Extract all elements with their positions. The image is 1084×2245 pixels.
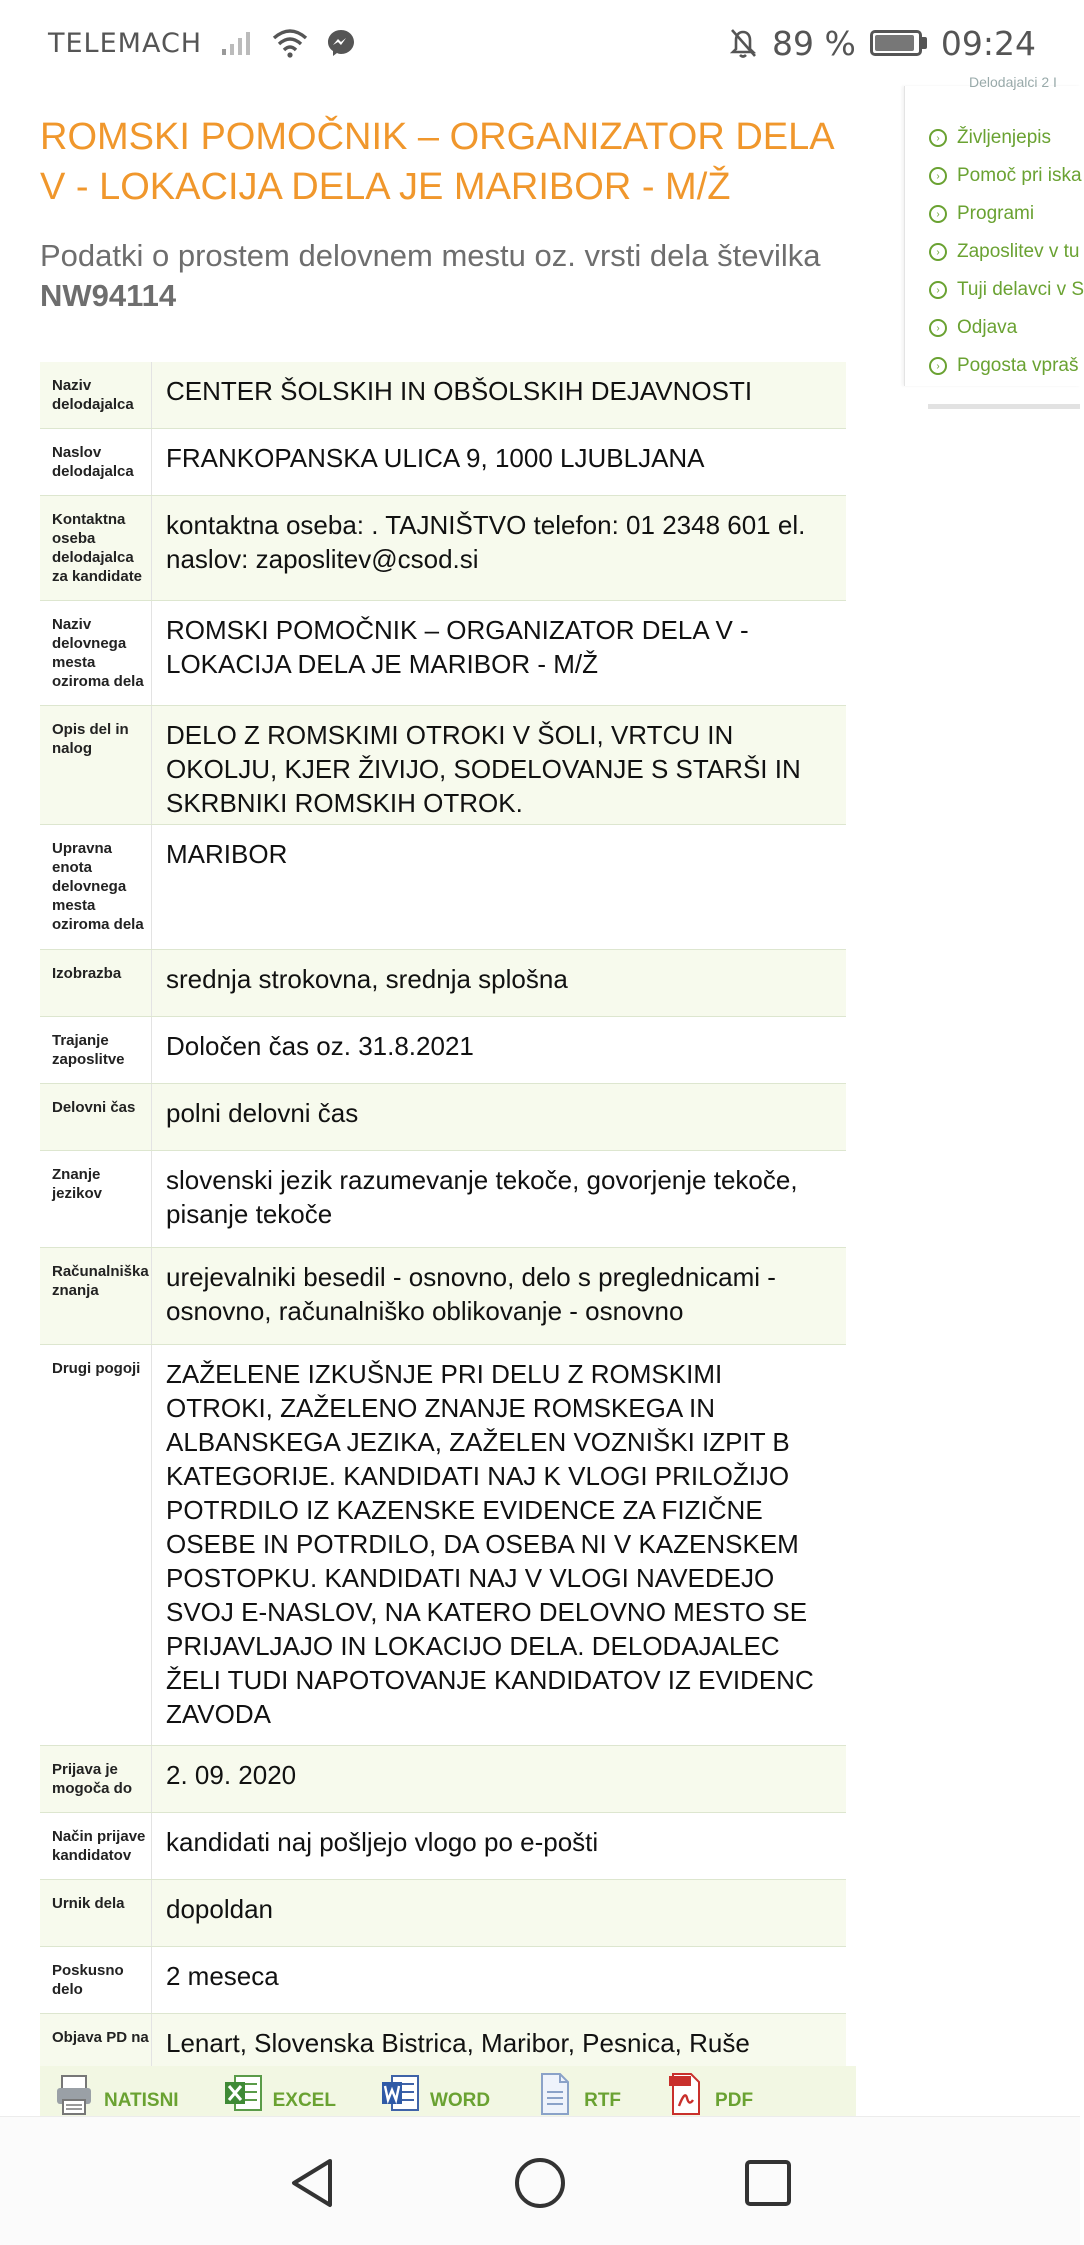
detail-value: 2. 09. 2020 [166,1760,297,1790]
detail-value: dopoldan [166,1894,273,1924]
sidebar-divider [928,404,1080,409]
sidebar-item-label: Pomoč pri iska [957,165,1082,186]
detail-label: Kontaktna oseba delodajalca za kandidate [40,496,152,600]
detail-row [40,1084,846,1151]
word-label: WORD [429,2090,491,2111]
detail-value: kontaktna oseba: . TAJNIŠTVO telefon: 01 2348 601 el. naslov: zaposlitev@csod.si [166,510,806,574]
detail-label: Naslov delodajalca [40,429,152,495]
job-number: NW94114 [40,278,177,313]
pdf-icon [665,2070,705,2116]
detail-label: Računalniška znanja [40,1248,152,1344]
home-icon[interactable] [510,2153,570,2213]
detail-value: 2 meseca [166,1961,279,1991]
clock: 09:24 [940,23,1036,63]
sidebar-item-label: Življenjepis [957,127,1051,148]
detail-label: Naziv delodajalca [40,362,152,428]
page-title: ROMSKI POMOČNIK – ORGANIZATOR DELA V - LOKACIJA DELA JE MARIBOR - M/Ž [40,116,833,208]
detail-row [40,825,846,950]
page-subtitle [40,236,840,316]
detail-label: Izobrazba [40,950,152,1016]
printer-icon [54,2070,94,2116]
detail-value: polni delovni čas [166,1098,359,1128]
pdf-label: PDF [715,2090,754,2111]
export-toolbar [40,2066,856,2116]
sidebar-item[interactable] [929,310,1017,346]
chevron-circle-icon: › [929,319,947,337]
sidebar-item-label: Odjava [957,317,1018,338]
back-icon[interactable] [282,2153,342,2213]
excel-icon [223,2070,263,2116]
detail-value: srednja strokovna, srednja splošna [166,964,568,994]
print-button[interactable] [40,2070,179,2116]
chevron-circle-icon: › [929,129,947,147]
print-label: NATISNI [104,2090,179,2111]
detail-row [40,1248,846,1345]
detail-row [40,950,846,1017]
mute-bell-icon [728,27,758,59]
navigation-bar [0,2116,1080,2245]
chevron-circle-icon: › [929,281,947,299]
detail-row [40,706,846,825]
excel-button[interactable] [209,2070,336,2116]
detail-value: kandidati naj pošljejo vlogo po e-pošti [166,1827,599,1857]
detail-label: Upravna enota delovnega mesta oziroma dela [40,825,152,949]
detail-value: ROMSKI POMOČNIK – ORGANIZATOR DELA V - LOKACIJA DELA JE MARIBOR - M/Ž [166,615,749,679]
sidebar-item[interactable] [929,158,1082,194]
detail-label: Drugi pogoji [40,1345,152,1745]
detail-value: Določen čas oz. 31.8.2021 [166,1031,474,1061]
detail-label: Trajanje zaposlitve [40,1017,152,1083]
detail-value: urejevalniki besedil - osnovno, delo s preglednicami - osnovno, računalniško oblikovanje - osnovno [166,1262,776,1326]
sidebar-cut-item: Delodajalci 2 I [969,74,1057,90]
detail-label: Prijava je mogoča do [40,1746,152,1812]
wifi-icon [272,28,308,58]
detail-label: Znanje jezikov [40,1151,152,1247]
sidebar-item[interactable] [929,196,1034,232]
carrier-name: TELEMACH [48,27,203,59]
word-icon [380,2070,420,2116]
detail-label: Objava PD na [40,2014,152,2080]
word-button[interactable] [366,2070,490,2116]
sidebar-item-label: Programi [957,203,1035,224]
detail-value: MARIBOR [166,839,288,869]
recents-icon[interactable] [738,2153,798,2213]
battery-icon [870,30,927,56]
detail-row [40,1345,846,1746]
detail-value: slovenski jezik razumevanje tekoče, govorjenje tekoče, pisanje tekoče [166,1165,798,1229]
web-page[interactable] [0,74,1084,2116]
sidebar-item[interactable] [929,272,1084,308]
detail-label: Način prijave kandidatov [40,1813,152,1879]
sidebar-item-label: Zaposlitev v tu [957,241,1080,262]
detail-row [40,1151,846,1248]
detail-label: Delovni čas [40,1084,152,1150]
detail-row [40,496,846,601]
sidebar-menu [904,74,1084,386]
detail-row [40,1813,846,1880]
detail-label: Poskusno delo [40,1947,152,2013]
detail-row [40,1947,846,2014]
signal-icon [220,29,254,57]
detail-row [40,429,846,496]
detail-row [40,601,846,706]
detail-label: Naziv delovnega mesta oziroma dela [40,601,152,705]
battery-percent: 89 % [772,23,856,63]
detail-row [40,1880,846,1947]
sidebar-item-label: Tuji delavci v S [957,279,1084,300]
detail-value: ZAŽELENE IZKUŠNJE PRI DELU Z ROMSKIMI OTROKI, ZAŽELENO ZNANJE ROMSKEGA IN ALBANSKEGA JEZIKA, ZAŽELEN VOZNIŠKI IZPIT B KATEGORIJE. KANDIDATI NAJ K VLOGI PRILOŽIJO POTRDILO IZ KAZENSKE EVIDENCE ZA FIZIČNE OSEBE IN POTRDILO, DA OSEBA NI V KAZENSKEM POSTOPKU. KANDIDATI NAJ V VLOGI NAVEDEJO SVOJ E-NASLOV, NA KATERO DELOVNO MESTO SE PRIJAVLJAJO IN LOKACIJO DELA. DELODAJALEC ŽELI TUDI NAPOTOVANJE KANDIDATOV IZ EVIDENC ZAVODA [166,1359,814,1729]
chevron-circle-icon: › [929,205,947,223]
detail-value: DELO Z ROMSKIMI OTROKI V ŠOLI, VRTCU IN OKOLJU, KJER ŽIVIJO, SODELOVANJE S STARŠI IN SKRBNIKI ROMSKIH OTROK. [166,720,801,818]
chevron-circle-icon: › [929,243,947,261]
sidebar-item[interactable] [929,234,1080,270]
detail-value: CENTER ŠOLSKIH IN OBŠOLSKIH DEJAVNOSTI [166,376,753,406]
sidebar-item-label: Pogosta vpraš [957,355,1079,376]
detail-row [40,1017,846,1084]
rtf-button[interactable] [520,2070,621,2116]
detail-label: Opis del in nalog [40,706,152,824]
chevron-circle-icon: › [929,167,947,185]
detail-value: Lenart, Slovenska Bistrica, Maribor, Pesnica, Ruše [166,2028,750,2058]
status-bar [0,0,1080,86]
subtitle-text: Podatki o prostem delovnem mestu oz. vrsti dela številka [40,238,821,273]
excel-label: EXCEL [272,2090,336,2111]
chevron-circle-icon: › [929,357,947,375]
messenger-icon [326,28,356,58]
detail-row [40,362,846,429]
rtf-label: RTF [584,2090,622,2111]
details-table [40,362,846,2081]
pdf-button[interactable] [651,2070,753,2116]
rtf-icon [534,2070,574,2116]
detail-row [40,1746,846,1813]
detail-value: FRANKOPANSKA ULICA 9, 1000 LJUBLJANA [166,443,705,473]
sidebar-item[interactable] [929,348,1078,384]
sidebar-item[interactable] [929,120,1051,156]
detail-label: Urnik dela [40,1880,152,1946]
